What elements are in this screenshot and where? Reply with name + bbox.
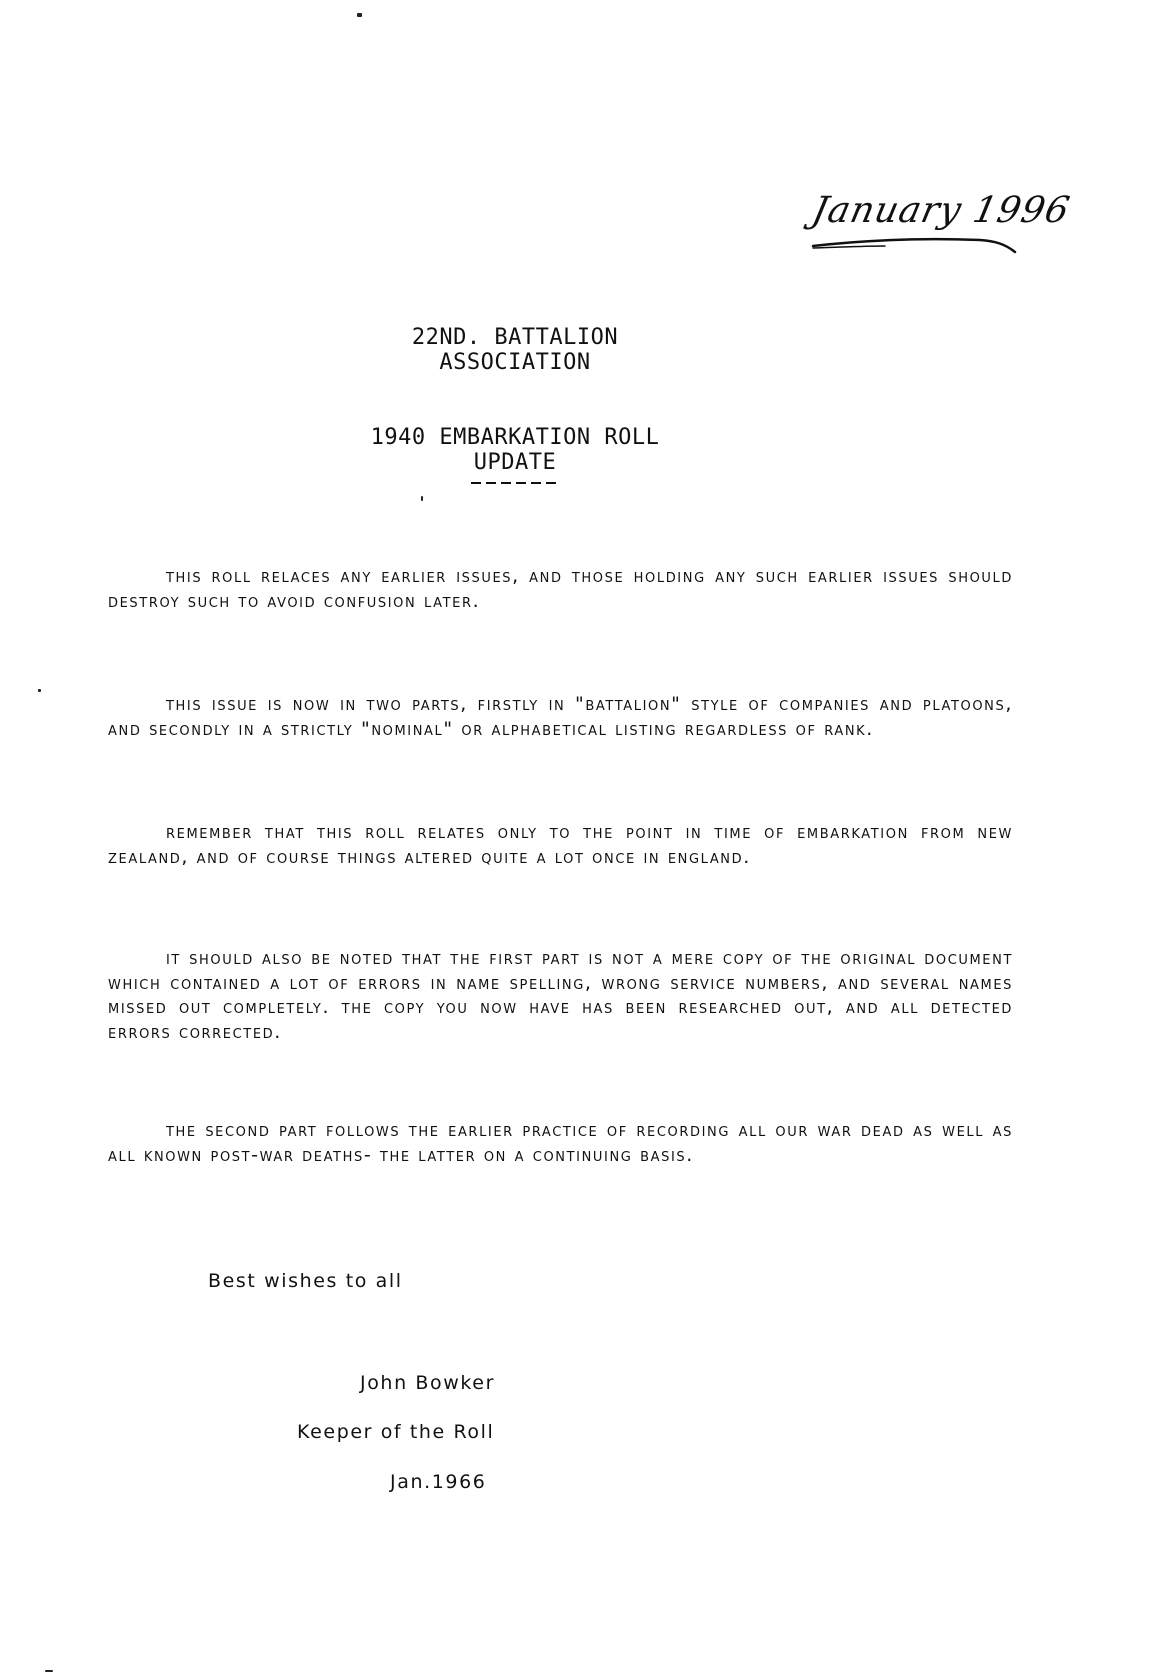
paragraph-4-text: it should also be noted that the first part is not a mere copy of the original document which contained a lot of errors in name spelling, wrong service numbers, and several names missed out completely. the copy you now have has been researched out, and all detected errors corrected. xyxy=(108,947,1013,1043)
scan-speck xyxy=(421,496,423,501)
paragraph-1 xyxy=(108,564,1013,613)
signatory-title: Keeper of the Roll xyxy=(297,1421,495,1443)
closing-greeting: Best wishes to all xyxy=(208,1270,403,1292)
heading-line-1: 22ND. BATTALION xyxy=(411,325,619,350)
heading-underline xyxy=(471,480,559,486)
document-date: Jan.1966 xyxy=(390,1471,487,1493)
paragraph-2 xyxy=(108,692,1013,741)
handwritten-date xyxy=(805,190,1074,280)
paragraph-5-text: the second part follows the earlier practice of recording all our war dead as well as all known post-war deaths- the latter on a continuing basis. xyxy=(108,1119,1013,1166)
heading-line-3: 1940 EMBARKATION ROLL xyxy=(370,425,660,450)
paragraph-2-text: this issue is now in two parts, firstly in "battalion" style of companies and platoons, and secondly in a strictly "nominal" or alphabetical listing regardless of rank. xyxy=(108,693,1013,740)
paragraph-3-text: remember that this roll relates only to the point in time of embarkation from new zealand, and of course things altered quite a lot once in england. xyxy=(108,821,1013,868)
signatory-name: John Bowker xyxy=(360,1372,495,1394)
heading-line-4: UPDATE xyxy=(473,450,557,475)
scan-speck xyxy=(45,1670,53,1672)
handwritten-date-text: January 1996 xyxy=(808,190,1074,231)
handwritten-underline xyxy=(805,230,1025,260)
scan-speck xyxy=(357,13,362,17)
paragraph-3 xyxy=(108,820,1013,869)
scan-speck xyxy=(38,689,41,692)
heading-line-2: ASSOCIATION xyxy=(439,350,591,375)
paragraph-5 xyxy=(108,1118,1013,1167)
paragraph-4 xyxy=(108,946,1013,1044)
paragraph-1-text: this roll relaces any earlier issues, and those holding any such earlier issues should destroy such to avoid confusion later. xyxy=(108,565,1013,612)
